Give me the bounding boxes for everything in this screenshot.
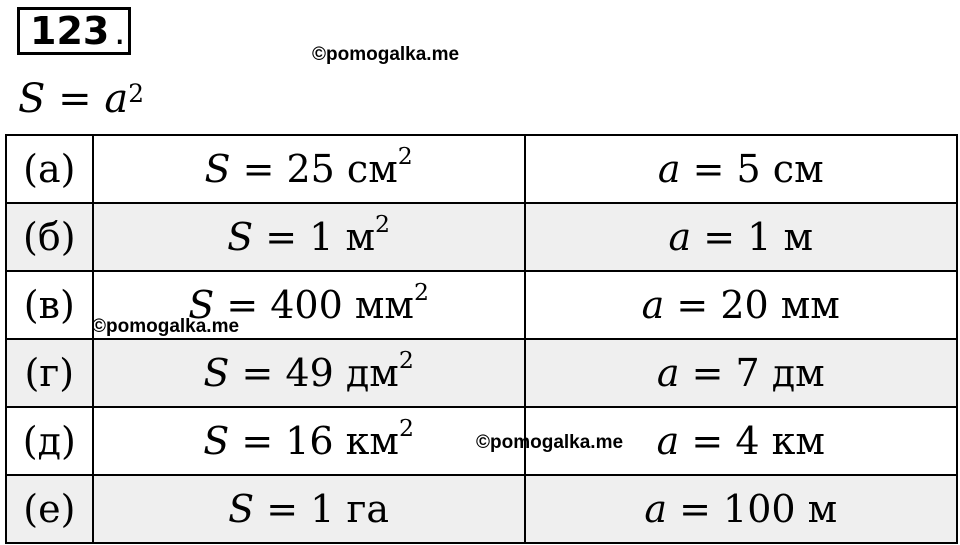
equals-sign: =	[229, 351, 286, 395]
side-value: 4 км	[735, 419, 825, 463]
area-value: 16 км	[285, 419, 399, 463]
area-cell	[93, 135, 525, 203]
area-symbol: S	[228, 487, 255, 531]
side-cell	[525, 135, 957, 203]
equals-sign: =	[679, 351, 736, 395]
area-value: 49 дм	[285, 351, 399, 395]
area-exponent: 2	[397, 142, 413, 171]
area-exponent: 2	[398, 346, 414, 375]
side-symbol: a	[657, 147, 681, 191]
formula-lhs: S	[18, 76, 46, 122]
row-label: (в)	[6, 271, 93, 339]
area-exponent: 2	[375, 210, 391, 239]
watermark: ©pomogalka.me	[312, 44, 460, 65]
area-exponent: 2	[399, 414, 414, 443]
row-label: (а)	[6, 135, 93, 203]
equals-sign: =	[667, 487, 724, 531]
row-label: (г)	[6, 339, 93, 407]
row-label: (е)	[6, 475, 93, 543]
watermark: ©pomogalka.me	[92, 316, 240, 337]
formula-equals: =	[45, 76, 105, 122]
side-cell	[525, 475, 957, 543]
side-cell	[525, 339, 957, 407]
area-value: 1 га	[310, 487, 390, 531]
equals-sign: =	[254, 487, 311, 531]
area-cell	[93, 475, 525, 543]
table-row	[6, 203, 957, 271]
area-cell	[93, 407, 525, 475]
problem-number-text: 123	[30, 9, 110, 53]
formula-base: a	[104, 76, 129, 122]
area-value: 25 см	[286, 147, 398, 191]
side-cell	[525, 271, 957, 339]
area-cell	[93, 203, 525, 271]
area-value: 1 м	[309, 215, 376, 259]
table-row	[6, 135, 957, 203]
answers-table	[5, 134, 958, 544]
side-value: 7 дм	[735, 351, 825, 395]
side-value: 5 см	[736, 147, 824, 191]
area-symbol: S	[227, 215, 254, 259]
equals-sign: =	[680, 147, 737, 191]
area-exponent: 2	[413, 278, 429, 307]
table-row	[6, 475, 957, 543]
formula-exponent: 2	[128, 79, 144, 109]
problem-number-dot: .	[114, 12, 126, 53]
watermark: ©pomogalka.me	[476, 432, 624, 453]
side-cell	[525, 203, 957, 271]
side-value: 1 м	[747, 215, 814, 259]
equals-sign: =	[229, 419, 286, 463]
equals-sign: =	[230, 147, 287, 191]
area-symbol: S	[188, 283, 215, 327]
side-symbol: a	[656, 419, 680, 463]
area-value: 400 мм	[270, 283, 414, 327]
equals-sign: =	[214, 283, 271, 327]
equals-sign: =	[691, 215, 748, 259]
area-symbol: S	[204, 147, 231, 191]
side-symbol: a	[641, 283, 665, 327]
row-label: (д)	[6, 407, 93, 475]
equals-sign: =	[664, 283, 721, 327]
side-symbol: a	[668, 215, 692, 259]
row-label: (б)	[6, 203, 93, 271]
area-cell	[93, 339, 525, 407]
area-symbol: S	[203, 419, 230, 463]
side-symbol: a	[656, 351, 680, 395]
equals-sign: =	[679, 419, 736, 463]
area-symbol: S	[203, 351, 230, 395]
side-symbol: a	[644, 487, 668, 531]
equals-sign: =	[253, 215, 310, 259]
side-value: 20 мм	[720, 283, 840, 327]
area-formula	[18, 74, 144, 124]
side-value: 100 м	[723, 487, 838, 531]
table-row	[6, 339, 957, 407]
